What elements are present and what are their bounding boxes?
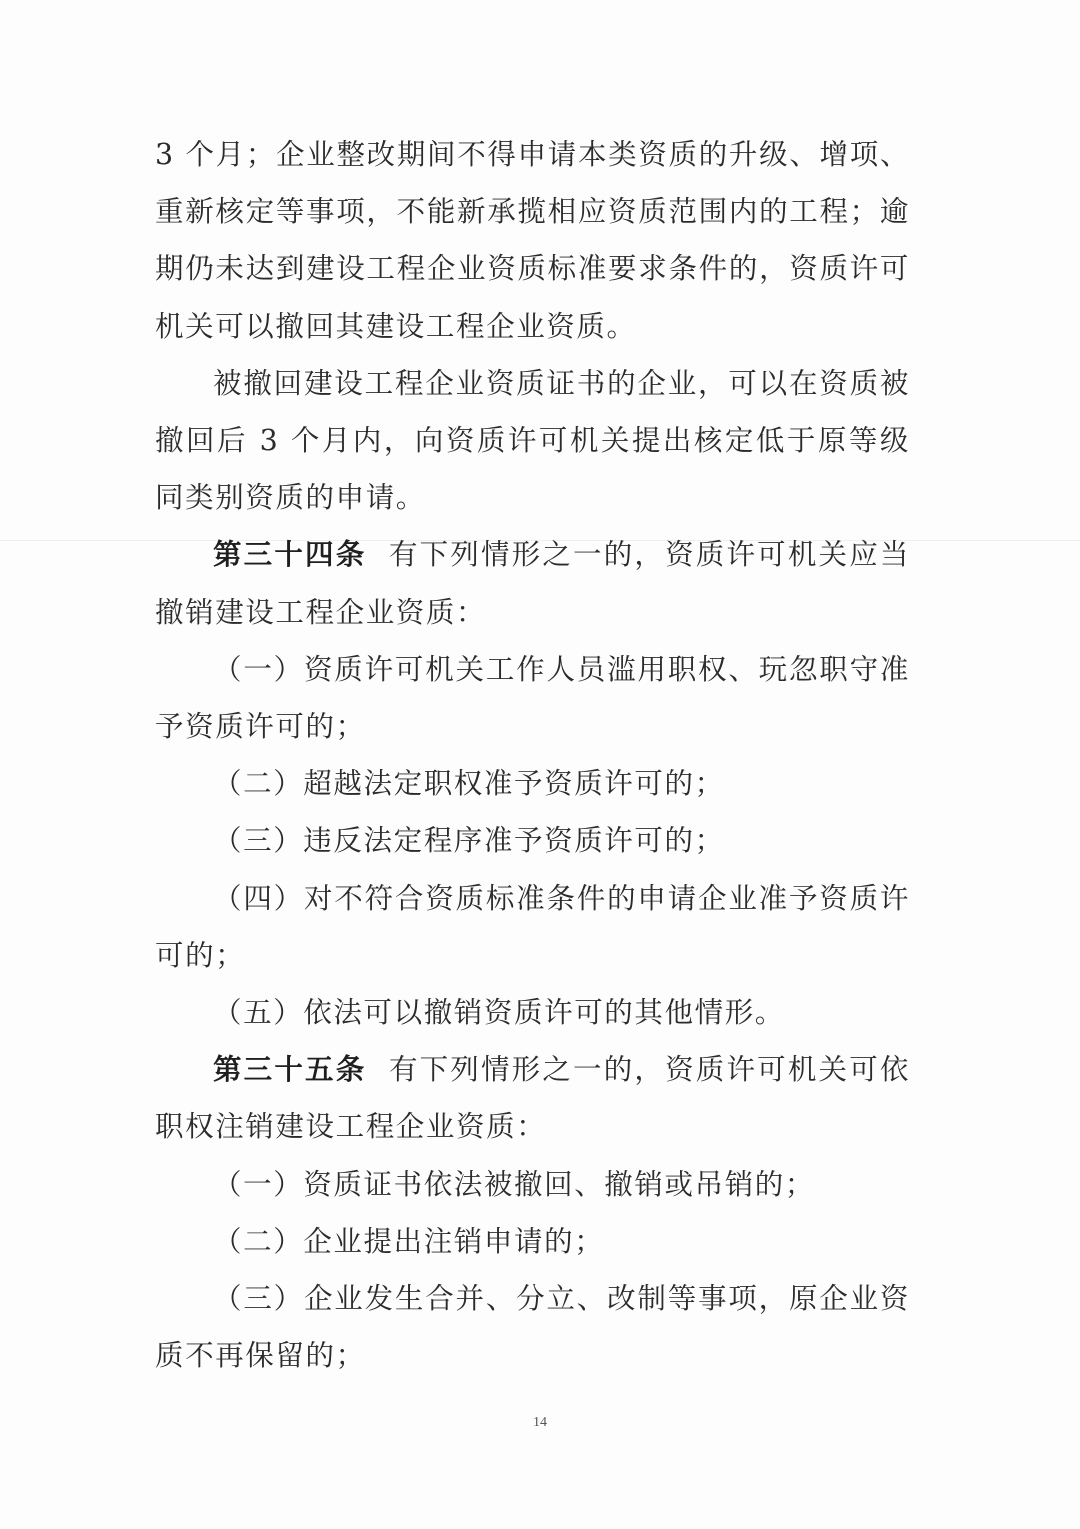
article-text: 有下列情形之一的，资质许可机关应当撤销建设工程企业资质：: [155, 538, 910, 629]
page-number: 14: [533, 1415, 547, 1430]
paragraph: 3 个月；企业整改期间不得申请本类资质的升级、增项、重新核定等事项，不能新承揽相应资质范围内的工程；逾期仍未达到建设工程企业资质标准要求条件的，资质许可机关可以撤回其建设工程企业资质。: [155, 138, 910, 343]
list-item: （五）依法可以撤销资质许可的其他情形。: [213, 996, 785, 1030]
list-item: （三）企业发生合并、分立、改制等事项，原企业资质不再保留的；: [155, 1282, 910, 1373]
list-item: （四）对不符合资质标准条件的申请企业准予资质许可的；: [155, 881, 910, 972]
document-body: [155, 126, 910, 1384]
article-text: 有下列情形之一的，资质许可机关可依职权注销建设工程企业资质：: [155, 1053, 910, 1144]
list-item: （二）企业提出注销申请的；: [213, 1224, 605, 1258]
article-heading: 第三十四条: [213, 538, 367, 572]
list-item: （二）超越法定职权准予资质许可的；: [213, 767, 725, 801]
list-item: （一）资质证书依法被撤回、撤销或吊销的；: [213, 1167, 816, 1201]
list-item: （一）资质许可机关工作人员滥用职权、玩忽职守准予资质许可的；: [155, 652, 910, 744]
list-item: （三）违反法定程序准予资质许可的；: [213, 824, 725, 858]
article-34-paragraph: [155, 526, 910, 640]
article-heading: 第三十五条: [213, 1053, 367, 1087]
article-35-paragraph: [155, 1041, 910, 1155]
paragraph: 被撤回建设工程企业资质证书的企业，可以在资质被撤回后 3 个月内，向资质许可机关提出核定低于原等级同类别资质的申请。: [155, 366, 910, 515]
